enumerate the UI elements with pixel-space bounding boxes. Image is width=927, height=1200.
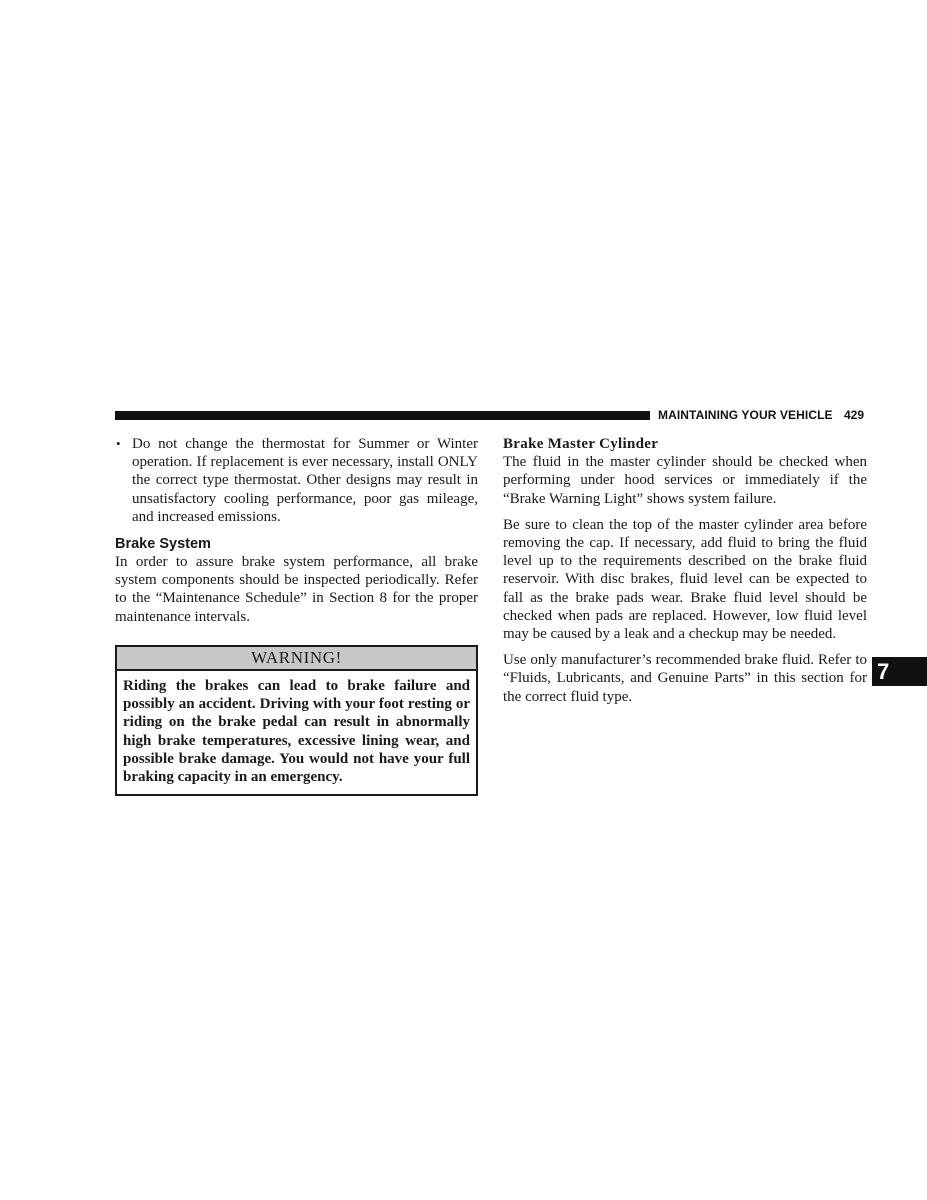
bullet-text: Do not change the thermostat for Summer or Winter operation. If replacement is ever necessary, install ONLY the correct type thermostat. Other designs may result in unsatisfactory cooling performance, poor gas mileage, and increased emissions. bbox=[132, 436, 478, 525]
section-heading-brake-master-cylinder: Brake Master Cylinder bbox=[503, 436, 659, 452]
left-column bbox=[115, 435, 478, 796]
warning-title: WARNING! bbox=[117, 647, 476, 671]
brake-system-paragraph: In order to assure brake system performance, all brake system components should be inspected periodically. Refer to the “Maintenance Schedule” in Section 8 for the proper maintenance intervals. bbox=[115, 554, 478, 625]
master-cylinder-paragraph-2: Be sure to clean the top of the master cylinder area before removing the cap. If necessary, add fluid to bring the fluid level up to the requirements described on the brake fluid reservoir. With disc brakes, fluid level can be expected to fall as the brake pads wear. Brake fluid level should be checked when pads are replaced. However, low fluid level may be caused by a leak and a checkup may be needed. bbox=[503, 516, 867, 643]
master-cylinder-paragraph-1: The fluid in the master cylinder should be checked when performing under hood services or immediately if the “Brake Warning Light” shows system failure. bbox=[503, 454, 867, 507]
section-heading-brake-system: Brake System bbox=[115, 536, 211, 553]
bullet-item-thermostat bbox=[115, 435, 478, 526]
master-cylinder-paragraph-3: Use only manufacturer’s recommended brake fluid. Refer to “Fluids, Lubricants, and Genuine Parts” in this section for the correct fluid type. bbox=[503, 652, 867, 705]
running-header-title: MAINTAINING YOUR VEHICLE bbox=[658, 408, 833, 422]
bullet-dot-icon: • bbox=[116, 436, 121, 451]
chapter-tab: 7 bbox=[872, 657, 927, 686]
warning-box bbox=[115, 645, 478, 796]
page-number: 429 bbox=[844, 408, 865, 422]
warning-text: Riding the brakes can lead to brake failure and possibly an accident. Driving with your foot resting or riding on the brake pedal can result in abnormally high brake temperatures, excessive lining wear, and possible brake damage. You would not have your full braking capacity in an emergency. bbox=[123, 677, 470, 786]
header-rule bbox=[115, 411, 650, 420]
right-column bbox=[503, 435, 867, 706]
